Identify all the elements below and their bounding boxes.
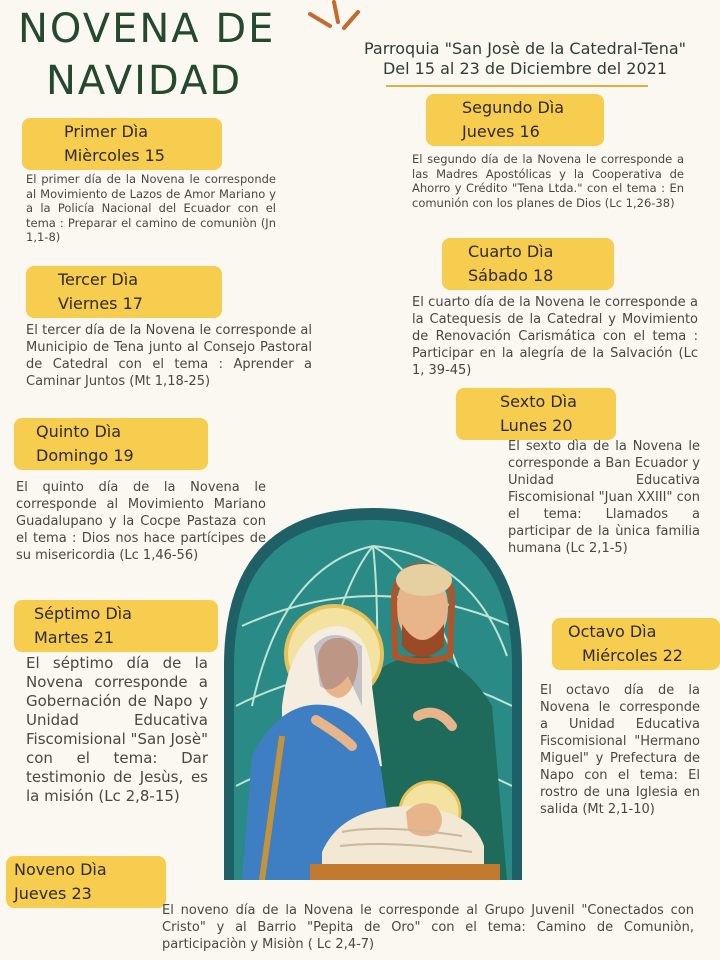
- day-name: Segundo Dìa: [462, 98, 565, 117]
- day-name: Quinto Dìa: [36, 422, 122, 441]
- day-label-8: [552, 618, 720, 670]
- day-text-3: El tercer día de la Novena le corresponde al Municipio de Tena junto al Consejo Pastoral de Catedral con el tema : Aprender a Caminar Juntos (Mt 1,18-25): [26, 323, 312, 389]
- day-name: Noveno Dìa: [14, 860, 107, 879]
- header-underline: [386, 85, 648, 87]
- day-name: Octavo Dìa: [568, 622, 657, 641]
- day-label-5: [14, 418, 208, 470]
- page-title-line-1: NOVENA DE: [18, 6, 276, 52]
- day-text-9: El noveno día de la Novena le corresponde al Grupo Juvenil "Conectados con Cristo" y al Barrio "Pepita de Oro" con el tema: Camino de Comuniòn, participaciòn y Misiòn ( Lc 2,4-7): [162, 903, 694, 952]
- day-date: Lunes 20: [500, 416, 573, 435]
- day-date: Sábado 18: [468, 266, 554, 285]
- parish-name: Parroquia "San Josè de la Catedral-Tena": [363, 39, 686, 58]
- day-date: Martes 21: [34, 628, 115, 647]
- day-name: Séptimo Dìa: [34, 604, 132, 623]
- day-text-7: El séptimo día de la Novena corresponde a Gobernación de Napo y Unidad Educativa Fiscomisional "San Josè" con el tema: Dar testimonio de Jesùs, es la misión (Lc 2,8-15): [26, 654, 208, 805]
- day-text-1: El primer día de la Novena le corresponde al Movimiento de Lazos de Amor Mariano y a la Policía Nacional del Ecuador con el tema : Preparar el camino de comuniòn (Jn 1,1-8): [26, 172, 276, 244]
- day-text-5: El quinto día de la Novena le corresponde al Movimiento Mariano Guadalupano y la Cocpe Pastaza con el tema : Dios nos hace partícipes de su misericordia (Lc 1,46-56): [16, 480, 266, 563]
- day-date: Miércoles 22: [582, 646, 683, 665]
- day-label-4: [442, 238, 614, 290]
- parish-dates: Del 15 al 23 de Diciembre del 2021: [382, 59, 667, 78]
- day-label-3: [26, 266, 222, 318]
- nativity-illustration: [222, 506, 524, 880]
- day-name: Sexto Dìa: [500, 392, 577, 411]
- day-name: Tercer Dìa: [58, 270, 138, 289]
- day-label-2: [426, 94, 604, 146]
- day-label-9: [6, 856, 166, 908]
- page-title-line-2: NAVIDAD: [46, 58, 243, 104]
- day-text-4: El cuarto día de la Novena le corresponde a la Catequesis de la Catedral y Movimiento de Renovación Carismática con el tema : Participar en la alegría de la Salvación (Lc 1, 39-45): [412, 295, 698, 378]
- day-date: Jueves 23: [14, 884, 92, 903]
- day-text-2: El segundo día de la Novena le corresponde a las Madres Apostólicas y la Cooperativa de Ahorro y Crédito "Tena Ltda." con el tema : En comunión con los planes de Dios (Lc 1,26-38): [412, 152, 684, 210]
- day-label-6: [456, 388, 616, 440]
- day-label-1: [22, 118, 222, 170]
- day-date: Jueves 16: [462, 122, 540, 141]
- day-date: Mièrcoles 15: [64, 146, 165, 165]
- day-name: Primer Dìa: [64, 122, 149, 141]
- day-name: Cuarto Dìa: [468, 242, 554, 261]
- day-date: Domingo 19: [36, 446, 134, 465]
- day-label-7: [14, 600, 218, 652]
- day-text-6: El sexto dìa de la Novena le corresponde a Ban Ecuador y Unidad Educativa Fiscomisional "Juan XXIII" con el tema: Llamados a participar de la ùnica familia humana (Lc 2,1-5): [508, 439, 700, 556]
- day-text-8: El octavo día de la Novena le corresponde a Unidad Educativa Fiscomisional "Hermano Miguel" y Prefectura de Napo con el tema: El rostro de una Iglesia en salida (Mt 2,1-10): [540, 683, 700, 817]
- day-date: Viernes 17: [58, 294, 143, 313]
